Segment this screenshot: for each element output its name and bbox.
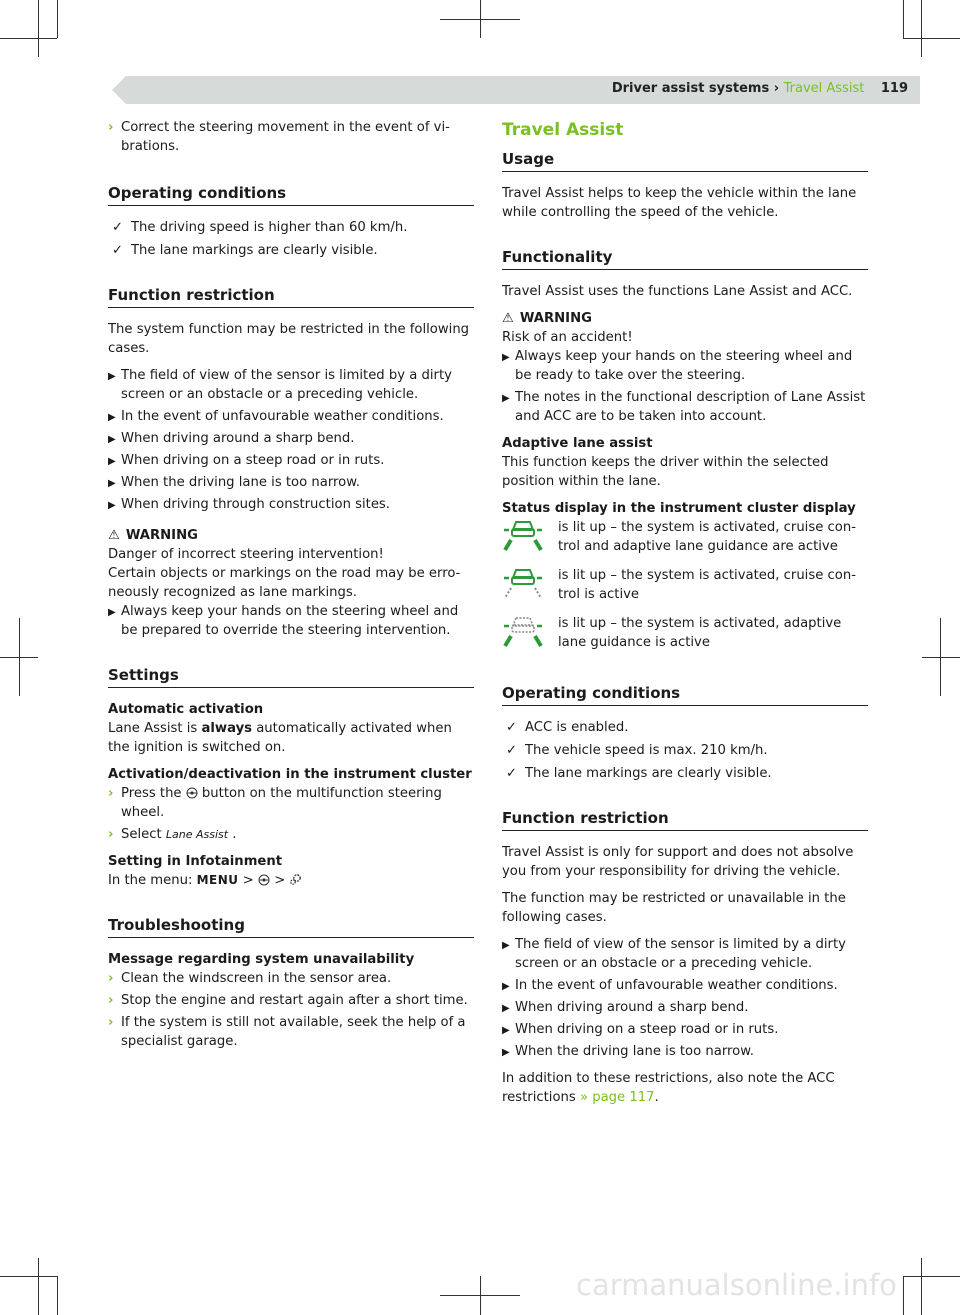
list-item: ▶ In the event of unfavourable weather conditions. — [108, 407, 474, 426]
section-heading-functionality: Functionality — [502, 248, 868, 270]
header-subsection: Travel Assist — [783, 81, 865, 96]
list-item: ▶ When the driving lane is too narrow. — [108, 473, 474, 492]
page-reference-link[interactable]: » page 117 — [579, 1090, 655, 1105]
warning-heading: ⚠ WARNING — [502, 311, 592, 326]
list-item: ✓ The vehicle speed is max. 210 km/h. — [506, 743, 768, 758]
warning-text: Danger of incorrect steering intervention! — [108, 547, 384, 562]
paragraph: Travel Assist is only for support and does not absolve you from your responsibility for driving the vehicle. — [502, 845, 854, 879]
crop-mark — [57, 1276, 58, 1315]
status-description: is lit up – the system is activated, cruise control is active — [558, 568, 856, 602]
list-item: › If the system is still not available, seek the help of a specialist garage. — [108, 1015, 466, 1049]
list-item: ▶ In the event of unfavourable weather conditions. — [502, 976, 868, 995]
crop-mark — [480, 0, 481, 38]
list-item: ✓ ACC is enabled. — [506, 720, 629, 735]
status-description: is lit up – the system is activated, adaptive lane guidance is active — [558, 616, 842, 650]
check-mark-icon: ✓ — [506, 720, 518, 735]
crop-mark — [38, 0, 39, 57]
travel-assist-full-icon — [502, 518, 544, 552]
triangle-bullet-icon: ▶ — [502, 352, 510, 363]
warning-heading: ⚠ WARNING — [108, 528, 198, 543]
arrow-bullet-icon: › — [108, 827, 114, 842]
triangle-bullet-icon: ▶ — [108, 478, 116, 489]
steering-wheel-button-icon — [258, 874, 270, 886]
triangle-bullet-icon: ▶ — [502, 981, 510, 992]
section-heading-settings: Settings — [108, 666, 474, 688]
list-item: ✓ The lane markings are clearly visible. — [506, 766, 772, 781]
triangle-bullet-icon: ▶ — [502, 393, 510, 404]
list-item: ▶ The field of view of the sensor is limited by a dirty screen or an obstacle or a preceding vehicle. — [502, 937, 846, 971]
warning-text: Risk of an accident! — [502, 330, 633, 345]
section-heading-function-restriction: Function restriction — [502, 809, 868, 831]
check-mark-icon: ✓ — [506, 766, 518, 781]
list-item: ▶ When the driving lane is too narrow. — [502, 1042, 868, 1061]
triangle-bullet-icon: ▶ — [108, 607, 116, 618]
list-item: ✓ The driving speed is higher than 60 km/h. — [112, 220, 408, 235]
list-item: ▶ The notes in the functional description of Lane Assist and ACC are to be taken into account. — [502, 390, 866, 424]
status-row — [502, 614, 868, 652]
arrow-bullet-icon: › — [108, 1015, 114, 1030]
header-section: Driver assist systems — [611, 81, 770, 96]
warning-text: Certain objects or markings on the road may be erroneously recognized as lane markings. — [108, 566, 461, 600]
list-item: › Clean the windscreen in the sensor area. — [108, 971, 392, 986]
triangle-bullet-icon: ▶ — [502, 1003, 510, 1014]
check-mark-icon: ✓ — [112, 243, 124, 258]
status-row — [502, 566, 868, 604]
warning-triangle-icon: ⚠ — [108, 528, 120, 543]
warning-triangle-icon: ⚠ — [502, 311, 514, 326]
section-heading-operating-conditions: Operating conditions — [108, 184, 474, 206]
header-separator: › — [773, 81, 780, 96]
paragraph: Travel Assist helps to keep the vehicle within the lane while controlling the speed of the vehicle. — [502, 186, 857, 220]
subheading: Adaptive lane assist — [502, 436, 653, 451]
subheading: Automatic activation — [108, 702, 264, 717]
crop-mark — [19, 618, 20, 696]
triangle-bullet-icon: ▶ — [108, 412, 116, 423]
subheading: Setting in Infotainment — [108, 854, 283, 869]
crop-mark — [0, 38, 57, 39]
crop-mark — [921, 1258, 922, 1315]
triangle-bullet-icon: ▶ — [108, 456, 116, 467]
paragraph: In addition to these restrictions, also note the ACC restrictions » page 117. — [502, 1071, 835, 1105]
watermark: carmanualsonline.info — [576, 1268, 897, 1302]
section-heading-operating-conditions: Operating conditions — [502, 684, 868, 706]
steering-wheel-button-icon — [186, 787, 198, 799]
crop-mark — [0, 1276, 57, 1277]
triangle-bullet-icon: ▶ — [502, 940, 510, 951]
arrow-bullet-icon: › — [108, 993, 114, 1008]
crop-mark — [38, 1258, 39, 1315]
paragraph: The function may be restricted or unavailable in the following cases. — [502, 891, 846, 925]
list-item: ▶ The field of view of the sensor is limited by a dirty screen or an obstacle or a preceding vehicle. — [108, 368, 452, 402]
triangle-bullet-icon: ▶ — [502, 1025, 510, 1036]
list-item: ▶ When driving around a sharp bend. — [108, 429, 474, 448]
list-item: ✓ The lane markings are clearly visible. — [112, 243, 378, 258]
crop-mark — [922, 657, 960, 658]
check-mark-icon: ✓ — [112, 220, 124, 235]
page-number: 119 — [880, 81, 908, 96]
triangle-bullet-icon: ▶ — [108, 434, 116, 445]
subheading: Activation/deactivation in the instrument cluster — [108, 767, 472, 782]
list-item: ▶ Always keep your hands on the steering wheel and be prepared to override the steering intervention. — [108, 604, 459, 638]
check-mark-icon: ✓ — [506, 743, 518, 758]
subheading: Status display in the instrument cluster display — [502, 501, 856, 516]
lane-guidance-active-icon — [502, 614, 544, 648]
menu-key: MENU — [196, 873, 239, 887]
status-row — [502, 518, 868, 556]
subheading: Message regarding system unavailability — [108, 952, 415, 967]
paragraph: This function keeps the driver within the selected position within the lane. — [502, 455, 829, 489]
menu-item-label: Lane Assist — [165, 828, 229, 841]
list-item: ▶ When driving on a steep road or in ruts. — [502, 1020, 868, 1039]
cruise-control-active-icon — [502, 566, 544, 600]
triangle-bullet-icon: ▶ — [108, 500, 116, 511]
crop-mark — [480, 1276, 481, 1315]
section-heading-troubleshooting: Troubleshooting — [108, 916, 474, 938]
crop-mark — [903, 0, 904, 38]
list-item: ▶ When driving around a sharp bend. — [502, 998, 868, 1017]
list-item: › Correct the steering movement in the event of vibrations. — [108, 120, 450, 154]
arrow-bullet-icon: › — [108, 120, 114, 135]
list-item: › Press the button on the multifunction steering wheel. — [108, 786, 442, 820]
crop-mark — [921, 0, 922, 57]
paragraph: Lane Assist is always automatically activated when the ignition is switched on. — [108, 721, 452, 755]
arrow-bullet-icon: › — [108, 786, 114, 801]
crop-mark — [903, 1276, 960, 1277]
list-item: ▶ When driving through construction sites. — [108, 495, 474, 514]
crop-mark — [57, 0, 58, 38]
section-heading-function-restriction: Function restriction — [108, 286, 474, 308]
list-item: ▶ When driving on a steep road or in ruts. — [108, 451, 474, 470]
triangle-bullet-icon: ▶ — [108, 371, 116, 382]
menu-path: In the menu: MENU > > — [108, 871, 474, 890]
paragraph: The system function may be restricted in the following cases. — [108, 322, 470, 356]
crop-mark — [903, 1276, 904, 1315]
right-column — [502, 118, 868, 1115]
crop-mark — [940, 618, 941, 696]
left-column — [108, 118, 474, 1054]
page-title: Travel Assist — [502, 120, 624, 140]
list-item: › Select Lane Assist . — [108, 827, 237, 842]
list-item: ▶ Always keep your hands on the steering wheel and be ready to take over the steering. — [502, 349, 853, 383]
section-heading-usage: Usage — [502, 150, 868, 172]
status-description: is lit up – the system is activated, cruise control and adaptive lane guidance are active — [558, 520, 856, 554]
crop-mark — [903, 38, 960, 39]
list-item: › Stop the engine and restart again after a short time. — [108, 993, 468, 1008]
gear-settings-icon — [289, 872, 303, 886]
arrow-bullet-icon: › — [108, 971, 114, 986]
triangle-bullet-icon: ▶ — [502, 1047, 510, 1058]
page-header — [612, 81, 908, 96]
paragraph: Travel Assist uses the functions Lane Assist and ACC. — [502, 284, 853, 299]
